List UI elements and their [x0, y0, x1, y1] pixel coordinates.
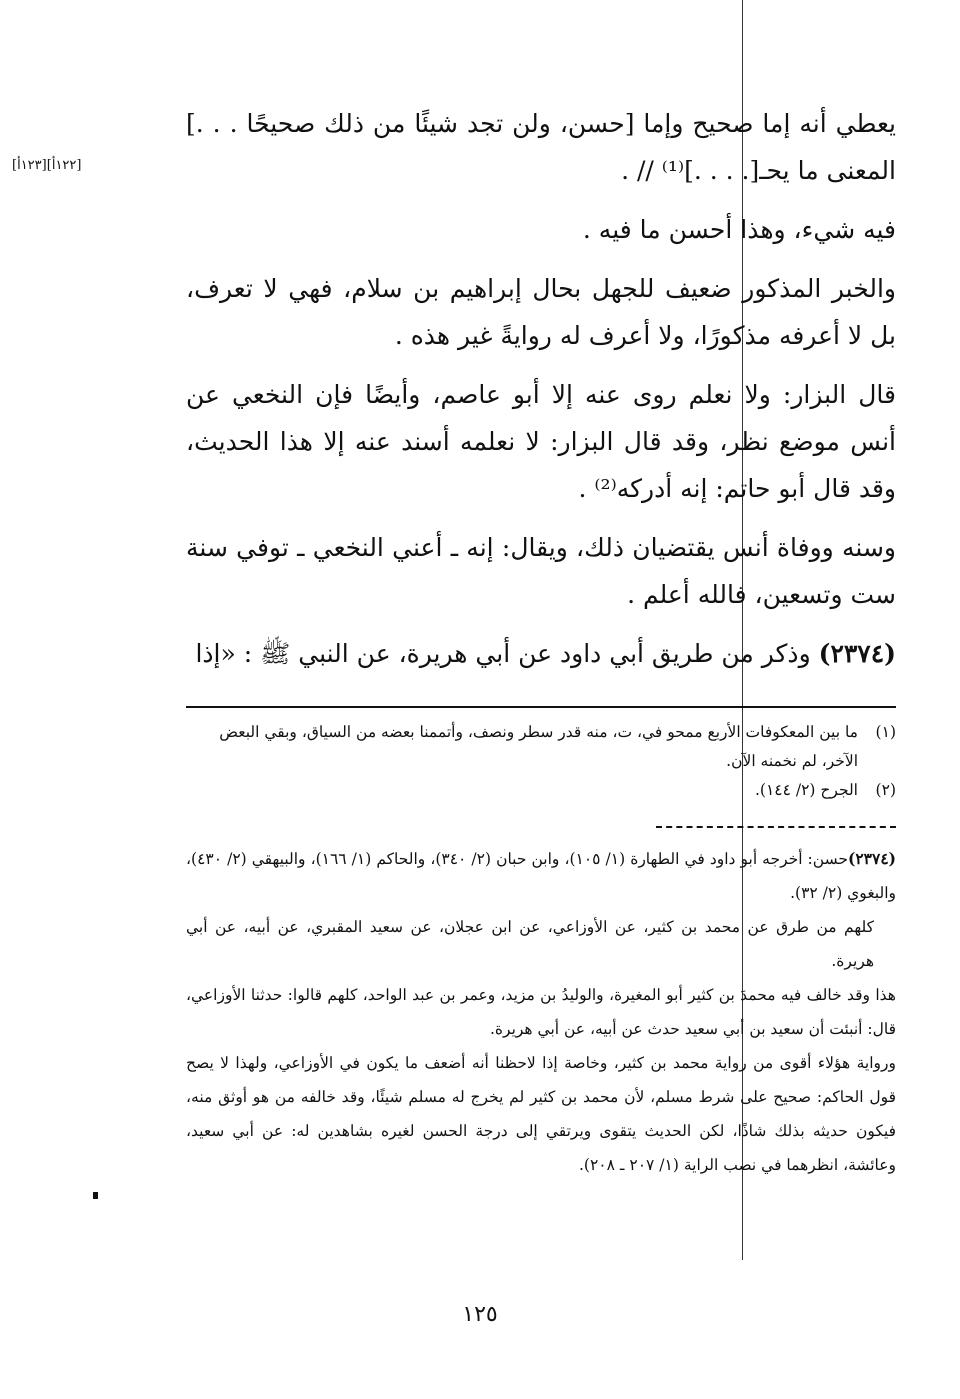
- scan-mark: [93, 1192, 98, 1199]
- footnote-text: الجرح (٢/ ١٤٤).: [754, 781, 858, 799]
- footnote-number: (١): [875, 723, 896, 741]
- page-number: ١٢٥: [462, 1302, 498, 1327]
- hadith-text: وذكر من طريق أبي داود عن أبي هريرة، عن النبي ﷺ : «إذا: [195, 639, 819, 668]
- takhrij-text: حسن: أخرجه أبو داود في الطهارة (١/ ١٠٥)، وابن حبان (٢/ ٣٤٠)، والحاكم (١/ ١٦٦)، والبيهقي (٢/ ٤٣٠)، والبغوي (٢/ ٣٢).: [186, 850, 896, 902]
- main-paragraph: قال البزار: ولا نعلم روى عنه إلا أبو عاصم، وأيضًا فإن النخعي عن أنس موضع نظر، وقد قال البزار: لا نعلمه أسند عنه إلا هذا الحديث، وقد قال أبو حاتم: إنه أدركه⁽²⁾ .: [186, 380, 896, 503]
- takhrij-number: (٢٣٧٤): [848, 849, 896, 868]
- footnote-continuation: الآخر، لم نخمنه الآن.: [726, 752, 858, 770]
- footnote-text: ما بين المعكوفات الأربع ممحو في، ت، منه قدر سطر ونصف، وأتممنا بعضه من السياق، وبقي البعض: [219, 723, 858, 741]
- footnote-number: (٢): [875, 781, 896, 799]
- hadith-paragraph: [186, 630, 896, 677]
- main-paragraph: فيه شيء، وهذا أحسن ما فيه .: [582, 215, 896, 244]
- hadith-number: (٢٣٧٤): [818, 639, 896, 668]
- footnotes: [186, 718, 896, 805]
- takhrij-line: [186, 842, 896, 910]
- takhrij-line: هذا وقد خالف فيه محمدَ بن كثير أبو المغيرة، والوليدُ بن مزيد، وعمر بن عبد الواحد، كلهم قالوا: حدثنا الأوزاعي، قال: أنبئت أن سعيد بن أبي سعيد حدث عن أبيه، عن أبي هريرة.: [186, 986, 896, 1038]
- takhrij-line: كلهم من طرق عن محمد بن كثير، عن الأوزاعي، عن ابن عجلان، عن سعيد المقبري، عن أبيه، عن أبي هريرة.: [186, 918, 874, 970]
- takhrij-notes: [186, 842, 896, 1182]
- footnote-item: [186, 718, 896, 747]
- main-text: [186, 100, 896, 689]
- main-paragraph: والخبر المذكور ضعيف للجهل بحال إبراهيم بن سلام، فهي لا تعرف، بل لا أعرفه مذكورًا، ولا أعرف له روايةً غير هذه .: [186, 274, 896, 350]
- margin-manuscript-reference: [١٢٣أ][١٢٢أ]: [12, 158, 82, 173]
- footnote-item: [186, 776, 896, 805]
- main-paragraph: وسنه ووفاة أنس يقتضيان ذلك، ويقال: إنه ـ أعني النخعي ـ توفي سنة ست وتسعين، فالله أعلم .: [186, 533, 896, 609]
- takhrij-line: ورواية هؤلاء أقوى من رواية محمد بن كثير، وخاصة إذا لاحظنا أنه أضعف ما يكون في الأوزاعي، ولهذا لا يصح قول الحاكم: صحيح على شرط مسلم، لأن محمد بن كثير لم يخرج له مسلم شيئًا، وقد خالفه من هو أوثق منه، فيكون حديثه بذلك شاذًا، لكن الحديث يتقوى ويرتقي إلى درجة الحسن لغيره بشاهدين له: عن أبي سعيد، وعائشة، انظرهما في نصب الراية (١/ ٢٠٧ ـ ٢٠٨).: [186, 1054, 896, 1174]
- main-paragraph: يعطي أنه إما صحيح وإما [حسن، ولن تجد شيئًا من ذلك صحيحًا . . .] المعنى ما يحـ[. . . .]⁽¹⁾ // .: [186, 109, 896, 185]
- takhrij-separator: [656, 826, 896, 828]
- footnote-separator: [186, 706, 896, 708]
